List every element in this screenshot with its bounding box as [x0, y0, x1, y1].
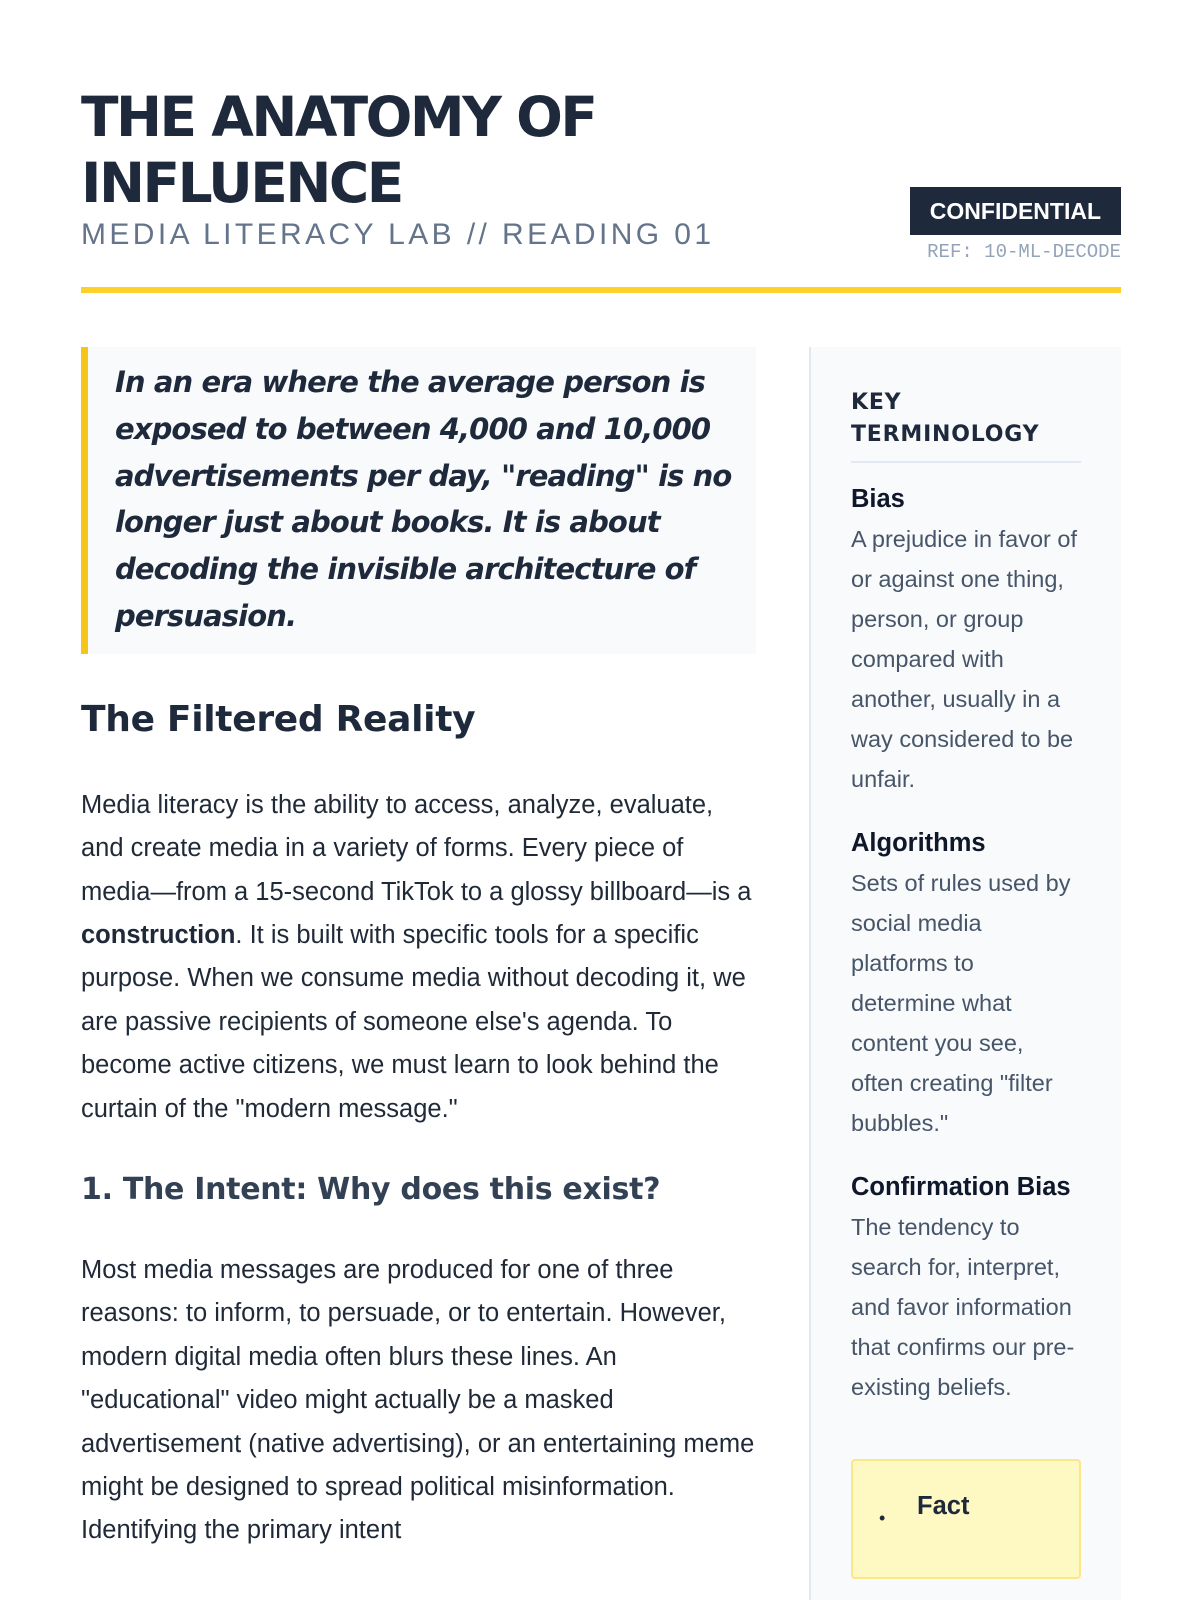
emphasis-text: construction: [81, 921, 236, 949]
classification-block: [910, 187, 1121, 263]
term-name: Bias: [851, 485, 905, 513]
term-name: Confirmation Bias: [851, 1173, 1071, 1201]
fact-title: Fact: [917, 1492, 970, 1520]
lead-quote: In an era where the average person is exposed to between 4,000 and 10,000 advertisements per day, "reading" is no longer just about books. It is about decoding the invisible architecture of persuasion.: [81, 347, 756, 654]
fact-box: [851, 1459, 1081, 1579]
paragraph-text: Media literacy is the ability to access, analyze, evaluate, and create media in a variety of forms. Every piece of media—from a 15-second TikTok to a glossy billboard—is a: [81, 790, 752, 906]
term-definition: Sets of rules used by social media platforms to determine what content you see, often creating "filter bubbles.": [851, 870, 1071, 1136]
bulb-icon: •: [879, 1508, 886, 1528]
document-header: [81, 84, 1121, 294]
terminology-sidebar: [809, 347, 1121, 1600]
glossary-term: [851, 1167, 1081, 1407]
body-paragraph: Most media messages are produced for one of three reasons: to inform, to persuade, or to entertain. However, modern digital media often blurs these lines. An "educational" video might actually be a masked advertisement (native advertising), or an entertaining meme might be designed to spread political misinformation. Identifying the primary intent: [81, 1256, 755, 1545]
reference-code: REF: 10-ML-DECODE: [927, 241, 1121, 263]
sidebar-heading: KEY TERMINOLOGY: [851, 387, 1081, 463]
glossary-term: [851, 823, 1081, 1143]
term-name: Algorithms: [851, 829, 986, 857]
document-title: THE ANATOMY OF INFLUENCE: [81, 85, 596, 215]
term-definition: The tendency to search for, interpret, and favor information that confirms our pre-existing beliefs.: [851, 1214, 1075, 1400]
subsection-heading: 1. The Intent: Why does this exist?: [81, 1172, 661, 1208]
header-divider: [81, 287, 1121, 293]
glossary-term: [851, 479, 1081, 799]
document-subtitle: MEDIA LITERACY LAB // READING 01: [81, 218, 715, 251]
term-definition: A prejudice in favor of or against one thing, person, or group compared with another, usually in a way considered to be unfair.: [851, 526, 1077, 792]
confidential-badge: CONFIDENTIAL: [910, 187, 1121, 235]
body-paragraph: [81, 784, 756, 1131]
main-column: [81, 347, 756, 1553]
paragraph-text: . It is built with specific tools for a specific purpose. When we consume media without decoding it, we are passive recipients of someone else's agenda. To become active citizens, we must learn to look behind the curtain of the "modern message.": [81, 921, 746, 1123]
section-heading: The Filtered Reality: [81, 698, 476, 740]
